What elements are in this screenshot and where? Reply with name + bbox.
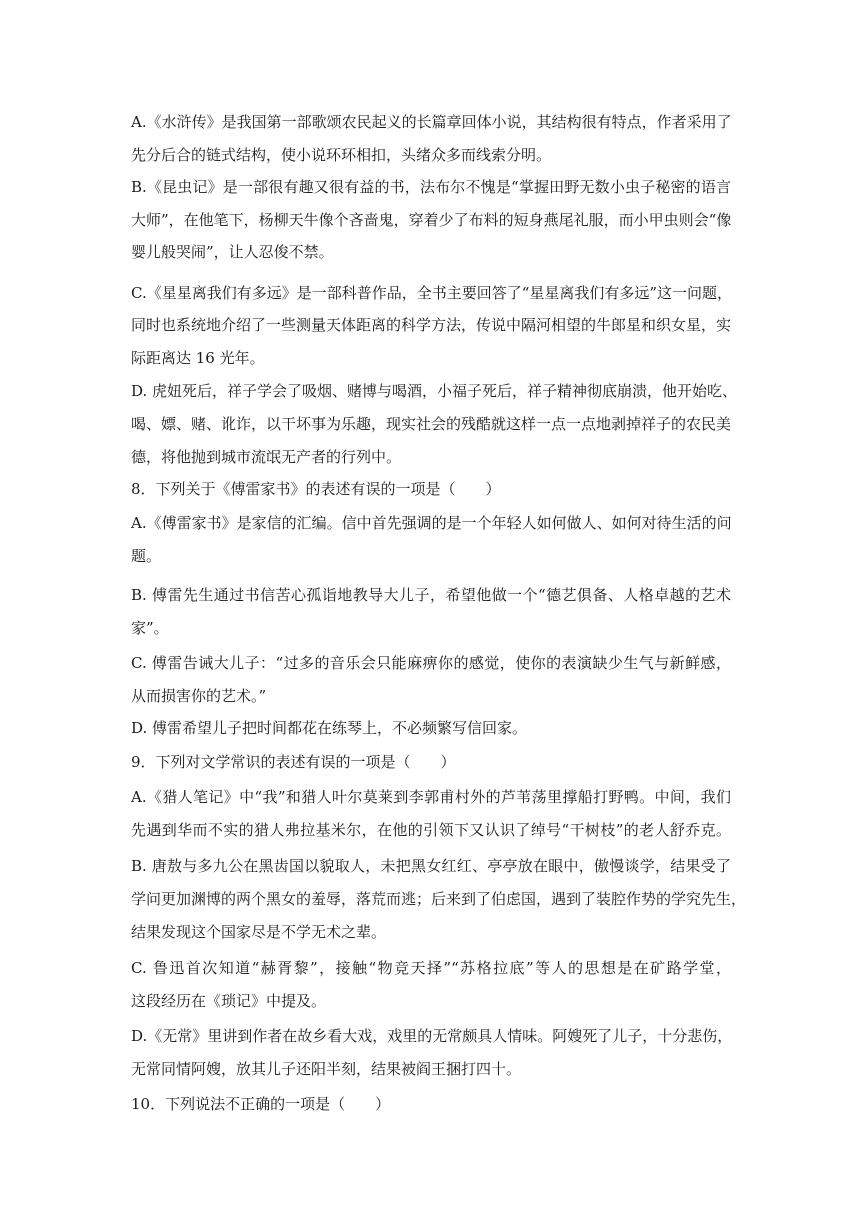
q9-option-c-line-2: 这段经历在《琐记》中提及。	[131, 992, 327, 1010]
q8-option-d: D. 傅雷希望儿子把时间都花在练琴上，不必频繁写信回家。	[131, 719, 528, 737]
option-d-line-2: 喝、嫖、赌、讹诈，以干坏事为乐趣，现实社会的残酷就这样一点一点地剥掉祥子的农民美	[131, 415, 732, 433]
q9-option-c-line-1: C. 鲁迅首次知道“赫胥黎”，接触“物竞天择”“苏格拉底”等人的思想是在矿路学堂，	[131, 959, 731, 977]
q8-option-b-line-1: B. 傅雷先生通过书信苦心孤诣地教导大儿子，希望他做一个“德艺俱备、人格卓越的艺术	[131, 586, 731, 604]
q8-option-a-line-2: 题。	[131, 547, 162, 565]
option-c-line-1: C.《星星离我们有多远》是一部科普作品，全书主要回答了“星星离我们有多远”这一问题，	[131, 284, 733, 302]
option-b-line-2: 大师”，在他笔下，杨柳天牛像个吝啬鬼，穿着少了布料的短身燕尾礼服，而小甲虫则会“像	[131, 211, 732, 229]
option-a-line-1: A.《水浒传》是我国第一部歌颂农民起义的长篇章回体小说，其结构很有特点，作者采用了	[131, 113, 732, 131]
option-b-line-1: B.《昆虫记》是一部很有趣又很有益的书，法布尔不愧是“掌握田野无数小虫子秘密的语言	[131, 178, 731, 196]
q8-option-b-line-2: 家”。	[131, 619, 169, 637]
q9-option-b-line-1: B. 唐敖与多九公在黑齿国以貌取人，未把黑女红红、亭亭放在眼中，傲慢谈学，结果受了	[131, 857, 731, 875]
q9-option-a-line-1: A.《猎人笔记》中“我”和猎人叶尔莫莱到李郭甫村外的芦苇荡里撑船打野鸭。中间，我们	[131, 788, 731, 806]
q9-option-a-line-2: 先遇到华而不实的猎人弗拉基米尔，在他的引领下又认识了绰号“干树枝”的老人舒乔克。	[131, 821, 731, 839]
q9-option-b-line-2: 学问更加渊博的两个黑女的羞辱，落荒而逃；后来到了伯虑国，遇到了装腔作势的学究先生，	[131, 890, 747, 908]
q8-option-c-line-2: 从而损害你的艺术。”	[131, 687, 267, 705]
option-a-line-2: 先分后合的链式结构，使小说环环相扣，头绪众多而线索分明。	[131, 146, 552, 164]
option-d-line-1: D. 虎妞死后，祥子学会了吸烟、赌博与喝酒，小福子死后，祥子精神彻底崩溃，他开始吃、	[131, 382, 738, 400]
option-b-line-3: 婴儿般哭闹”，让人忍俊不禁。	[131, 243, 334, 261]
q9-option-b-line-3: 结果发现这个国家尽是不学无术之辈。	[131, 923, 387, 941]
option-c-line-3: 际距离达 16 光年。	[131, 349, 265, 367]
question-8-stem: 8．下列关于《傅雷家书》的表述有误的一项是（ ）	[131, 480, 501, 498]
q9-option-d-line-2: 无常同情阿嫂，放其儿子还阳半刻，结果被阎王捆打四十。	[131, 1060, 522, 1078]
q8-option-c-line-1: C. 傅雷告诫大儿子：“过多的音乐会只能麻痹你的感觉，使你的表演缺少生气与新鲜感，	[131, 654, 731, 672]
q9-option-d-line-1: D.《无常》里讲到作者在故乡看大戏，戏里的无常颇具人情味。阿嫂死了儿子，十分悲伤，	[131, 1027, 733, 1045]
option-d-line-3: 德，将他抛到城市流氓无产者的行列中。	[131, 448, 402, 466]
question-9-stem: 9．下列对文学常识的表述有误的一项是（ ）	[131, 753, 456, 771]
question-10-stem: 10．下列说法不正确的一项是（ ）	[131, 1095, 391, 1113]
option-c-line-2: 同时也系统地介绍了一些测量天体距离的科学方法，传说中隔河相望的牛郎星和织女星，实	[131, 316, 732, 334]
q8-option-a-line-1: A.《傅雷家书》是家信的汇编。信中首先强调的是一个年轻人如何做人、如何对待生活的问	[131, 514, 732, 532]
